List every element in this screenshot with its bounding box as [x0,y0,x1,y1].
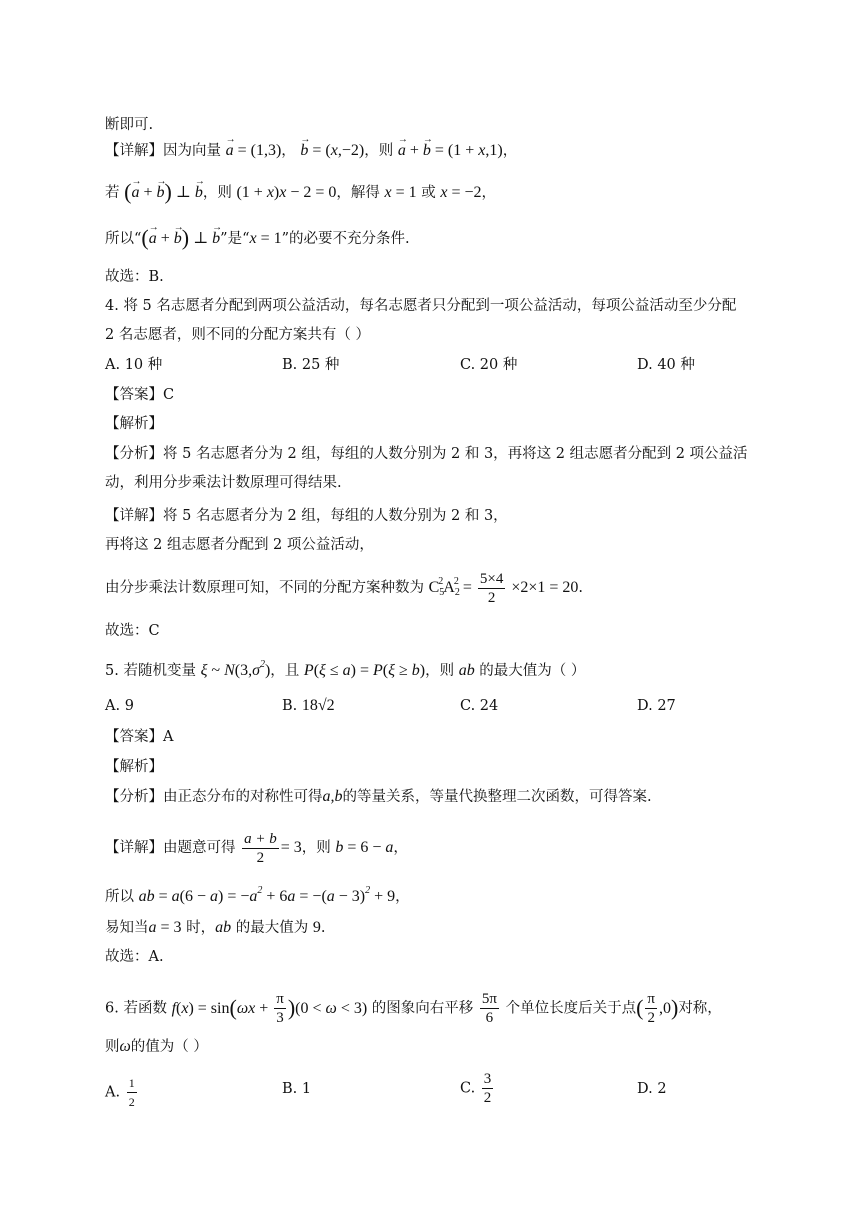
text: 所以“ [105,231,142,247]
text-line [105,324,370,346]
analysis-heading: 【解析】 [105,416,163,432]
text-line: 所以“(→ a + → b) ⊥ → b”是“x = 1”的必要不充分条件. [105,227,410,250]
text: 断即可. [105,117,154,133]
text: 【详解】因为向量 [105,143,221,159]
text-line [105,266,164,288]
text: 2 名志愿者，则不同的分配方案共有（ ） [105,327,370,343]
text-line: 【分析】将 5 名志愿者分为 2 组，每组的人数分别为 2 和 3，再将这 2 组志愿者分配到 2 项公益活 [105,446,748,462]
text: 4. 将 5 名志愿者分配到两项公益活动，每名志愿者只分配到一项公益活动，每项公益活动至少分配 [105,298,737,314]
option-d: D. 27 [637,698,676,714]
question-6: 6. 若函数 f(x) = sin(ωx + $\frac{\pi}{3}$ )(0 < ω < 3) 的图象向右平移 $\frac{5\pi}{6}$ 个单位长度后关于点( $\frac{\pi}{2}$ ,0)对称， [105,991,722,1027]
text-line: 【分析】由正态分布的对称性可得a,b的等量关系，等量代换整理二次函数，可得答案. [105,788,652,805]
option-c: C. 24 [460,698,499,714]
text-line: 则ω的值为（ ） [105,1038,208,1055]
answer: 【答案】C [105,387,175,403]
text-line: 若 (→ a + → b) ⊥ → b，则 (1 + x)x − 2 = 0，解得 x = 1 或 x = −2， [105,181,496,204]
formula: → b = (x,−2) [300,142,364,159]
text-line: 再将这 2 组志愿者分配到 2 项公益活动， [105,537,374,553]
text-line: 所以 ab = $a(6 - a) = -a^2 + 6a = -(a - 3)^2 + 9$， [105,885,410,905]
option-c: C. $\frac{3}{2}$ [460,1071,492,1106]
formula: → a = (1,3) [226,142,282,159]
option-d: D. 2 [637,1081,667,1097]
text-line: 易知当a = 3 时，ab 的最大值为 9. [105,919,326,936]
formula: $C_5^2A_2^2$ = $\frac{5\times 4}{2}$ ×2×1 = 20 [428,571,579,606]
formula: P(ξ ≤ a) = P(ξ ≥ b) [303,662,426,679]
analysis-heading: 【解析】 [105,759,163,775]
text-line [105,114,153,136]
text-line: 【详解】将 5 名志愿者分为 2 组，每组的人数分别为 2 和 3， [105,508,508,524]
option-b: B. 25 种 [282,357,340,373]
text-line: 【详解】由题意可得 $\frac{a + b}{2}$ = 3，则 b = 6 − a， [105,831,408,866]
formula: x = 1 [384,184,417,201]
formula: (→ a + → b) ⊥ → b [124,184,203,201]
option-b: B. 18√2 [282,697,335,714]
option-c: C. 20 种 [460,357,518,373]
option-a: A. 10 种 [105,357,163,373]
formula: $\frac{a + b}{2}$ = 3 [244,831,302,866]
text-line: 由分步乘法计数原理可知，不同的分配方案种数为 $C_5^2A_2^2$ = $\frac{5\times 4}{2}$ ×2×1 = 20. [105,571,584,606]
formula: (→ a + → b) ⊥ → b [141,230,220,247]
option-a: A. 9 [105,698,134,714]
formula: → a + → b = (1 + x,1) [398,142,503,159]
text-line: 故选：A. [105,949,164,965]
question-4 [105,295,736,317]
text: 若 [105,185,120,201]
text-line: 动，利用分步乘法计数原理可得结果. [105,475,342,491]
text: 故选：B. [105,269,164,285]
question-5: 5. 若随机变量 ξ ~ $N(3,\sigma^2)$，且 P(ξ ≤ a) = P(ξ ≥ b)，则 ab 的最大值为（ ） [105,659,586,679]
formula: f(x) = sin(ωx + $\frac{\pi}{3}$ )(0 < ω < 3) [171,991,368,1027]
option-b: B. 1 [282,1081,312,1097]
text-line: 故选：C [105,623,160,639]
option-d: D. 40 种 [637,357,695,373]
formula: ξ ~ $N(3,\sigma^2)$ [200,659,271,679]
answer: 【答案】A [105,729,174,745]
option-a: A. $\frac{1}{2}$ [105,1076,135,1109]
formula: (1 + x)x − 2 = 0 [236,184,337,201]
formula: x = −2 [440,184,482,201]
formula: ab = $a(6 - a) = -a^2 + 6a = -(a - 3)^2 + 9$ [138,885,396,905]
text-line: 【详解】因为向量 → a = (1,3)， → b = (x,−2)，则 → a + → b = (1 + x,1)， [105,140,517,162]
